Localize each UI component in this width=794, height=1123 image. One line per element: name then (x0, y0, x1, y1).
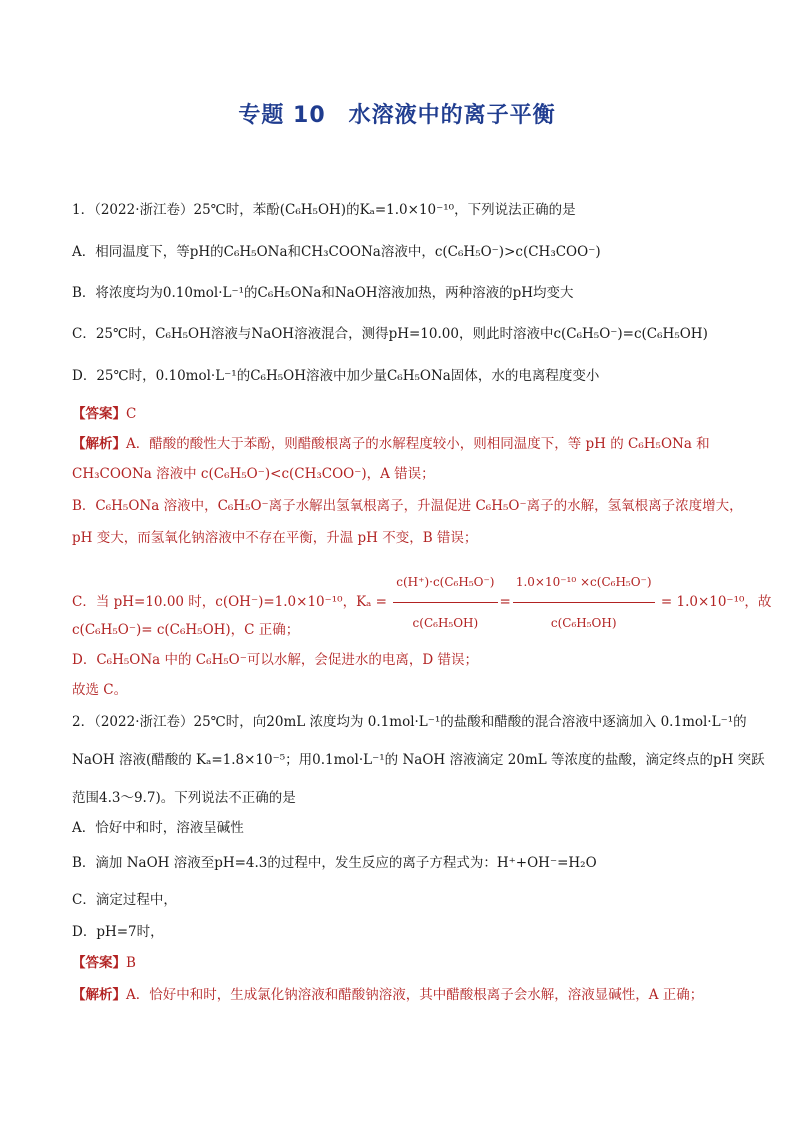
q2-analysis-a (72, 985, 722, 1005)
fraction-1-denominator: c(C₆H₅OH) (412, 616, 479, 630)
formula-prefix: C．当 pH=10.00 时，c(OH⁻)=1.0×10⁻¹⁰，Kₐ = (72, 594, 387, 610)
page-title: 专题 10 水溶液中的离子平衡 (238, 103, 556, 128)
analysis-text: A．醋酸的酸性大于苯酚，则醋酸根离子的水解程度较小，则相同温度下，等 pH 的 C₆H₅ONa 和 (126, 436, 710, 452)
q2-option-a: A．恰好中和时，溶液呈碱性 (72, 820, 244, 836)
answer-value: C (126, 406, 137, 422)
fraction-1-numerator: c(H⁺)·c(C₆H₅O⁻) (393, 563, 497, 603)
q1-option-d: D．25℃时，0.10mol·L⁻¹的C₆H₅OH溶液中加少量C₆H₅ONa固体，水的电离程度变小 (72, 368, 600, 384)
answer-tag: 【答案】 (72, 406, 126, 422)
q1-analysis-a2: CH₃COONa 溶液中 c(C₆H₅O⁻)<c(CH₃COO⁻)，A 错误； (72, 466, 435, 482)
answer-tag: 【答案】 (72, 955, 126, 971)
formula-suffix: = 1.0×10⁻¹⁰，故 (660, 594, 772, 610)
q1-analysis-a1 (72, 434, 722, 454)
q1-analysis-b1: B．C₆H₅ONa 溶液中，C₆H₅O⁻离子水解出氢氧根离子，升温促进 C₆H₅O⁻离子的水解，氢氧根离子浓度增大， (72, 498, 743, 514)
q1-stem: 1．（2022·浙江卷）25℃时，苯酚(C₆H₅OH)的Kₐ=1.0×10⁻¹⁰，下列说法正确的是 (72, 202, 576, 218)
q1-option-a: A．相同温度下，等pH的C₆H₅ONa和CH₃COONa溶液中，c(C₆H₅O⁻)>c(CH₃COO⁻) (72, 244, 601, 260)
q2-option-c: C．滴定过程中， (72, 892, 177, 908)
q1-option-b: B．将浓度均为0.10mol·L⁻¹的C₆H₅ONa和NaOH溶液加热，两种溶液的pH均变大 (72, 285, 574, 301)
analysis-tag: 【解析】 (72, 987, 126, 1003)
q2-option-d: D．pH=7时， (72, 924, 164, 940)
analysis-text: A．恰好中和时，生成氯化钠溶液和醋酸钠溶液，其中醋酸根离子会水解，溶液显碱性，A 正确； (126, 987, 704, 1003)
q1-analysis-b2: pH 变大，而氢氧化钠溶液中不存在平衡，升温 pH 不变，B 错误； (72, 530, 478, 546)
q2-stem-3: 范围4.3～9.7)。下列说法不正确的是 (72, 790, 296, 806)
answer-value: B (126, 955, 136, 971)
q2-stem-1: 2．（2022·浙江卷）25℃时，向20mL 浓度均为 0.1mol·L⁻¹的盐酸和醋酸的混合溶液中逐滴加入 0.1mol·L⁻¹的 (72, 714, 747, 730)
q1-choose: 故选 C。 (72, 682, 128, 698)
q2-stem-2: NaOH 溶液(醋酸的 Kₐ=1.8×10⁻⁵；用0.1mol·L⁻¹的 NaOH 溶液滴定 20mL 等浓度的盐酸，滴定终点的pH 突跃 (72, 752, 765, 768)
q1-analysis-c-formula: C．当 pH=10.00 时，c(OH⁻)=1.0×10⁻¹⁰，Kₐ = $\frac{\text{c(H⁺)·c(C₆H₅O⁻)}}{\text{c(C₆H₅OH)}}$ = $\frac{\text{1.0×10⁻¹⁰ ×c(C₆H₅O⁻)}}{\text{c(C₆H₅OH)}}$ = 1.0×10⁻¹⁰，故 (72, 563, 722, 642)
q1-answer (72, 404, 722, 424)
fraction-2-denominator: c(C₆H₅OH) (550, 616, 617, 630)
q2-option-b: B．滴加 NaOH 溶液至pH=4.3的过程中，发生反应的离子方程式为：H⁺+OH⁻=H₂O (72, 855, 597, 871)
q1-analysis-c2: c(C₆H₅O⁻)= c(C₆H₅OH)，C 正确； (72, 622, 300, 638)
fraction-2-numerator: 1.0×10⁻¹⁰ ×c(C₆H₅O⁻) (513, 563, 655, 603)
analysis-tag: 【解析】 (72, 436, 126, 452)
q1-option-c: C．25℃时，C₆H₅OH溶液与NaOH溶液混合，测得pH=10.00，则此时溶液中c(C₆H₅O⁻)=c(C₆H₅OH) (72, 326, 708, 342)
q2-answer (72, 953, 722, 973)
q1-analysis-d: D．C₆H₅ONa 中的 C₆H₅O⁻可以水解，会促进水的电离，D 错误； (72, 652, 478, 668)
